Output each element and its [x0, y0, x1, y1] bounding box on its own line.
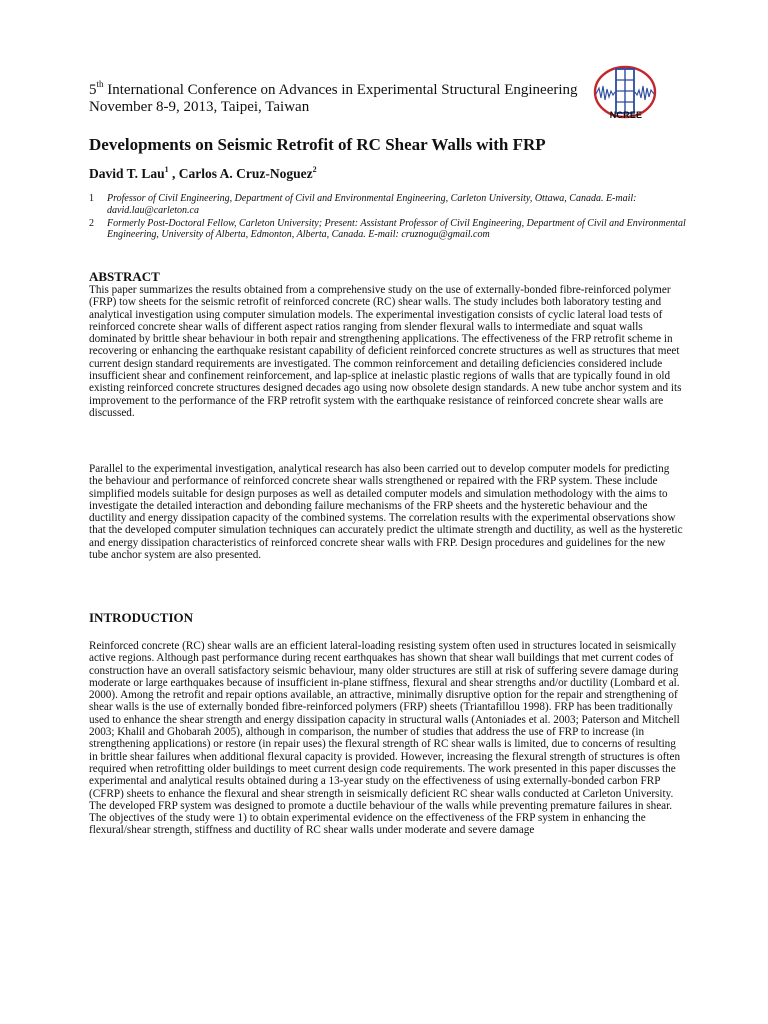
conference-date-location: November 8-9, 2013, Taipei, Taiwan	[89, 99, 310, 115]
conference-number: 5	[89, 82, 97, 98]
affiliation-item	[89, 193, 689, 217]
affiliation-text: Formerly Post-Doctoral Fellow, Carleton University; Present: Assistant Professor of Civil Engineering, Department of Civil and Environmental Engineering, University of Alberta, Edmonton, Alberta, Canada. E-mail: cruznogu@gmail.com	[107, 217, 686, 241]
conference-name: International Conference on Advances in Experimental Structural Engineering	[107, 82, 578, 98]
introduction-paragraph-1: Reinforced concrete (RC) shear walls are an efficient lateral-loading resisting system often used in structures located in seismically active regions. Although past performance during recent earthquakes has shown that shear wall buildings that met current codes of construction have an overall satisfactory seismic behaviour, many older structures are still at risk of suffering severe damage during moderate or large earthquakes because of insufficient in-plane stiffness, flexural and shear strengths and/or ductility (Lombard et al. 2000). Among the retrofit and repair options available, an attractive, minimally disruptive option for the repair and strengthening of shear walls is the use of externally bonded fibre-reinforced polymers (FRP) sheets (Triantafillou 1998). FRP has been traditionally used to enhance the shear strength and energy dissipation capacity in structural walls (Antoniades et al. 2003; Paterson and Mitchell 2003; Khalil and Ghobarah 2005), although in comparison, the number of studies that address the use of FRP to increase (in strengthening applications) or restore (in repair uses) the flexural strength of RC shear walls is limited, due to concerns of resulting in brittle shear failures when additional flexural capacity is provided. However, increasing the flexural strength of structures is often required when retrofitting older buildings to meet current design code requirements. The work presented in this paper discusses the experimental and analytical results obtained during a 13-year study on the effectiveness of using externally-bonded carbon FRP (CFRP) sheets to enhance the flexural and shear strength in seismically deficient RC shear walls conducted at Carleton University. The developed FRP system was designed to promote a ductile behaviour of the walls while preventing premature failures in shear. The objectives of the study were 1) to obtain experimental evidence on the effectiveness of the FRP system in enhancing the flexural/shear strength, stiffness and ductility of RC shear walls under moderate and severe damage	[89, 640, 681, 837]
author-1: David T. Lau	[89, 166, 165, 181]
affiliation-number: 1	[89, 193, 94, 204]
author-separator: ,	[168, 166, 179, 181]
abstract-paragraph-1: This paper summarizes the results obtained from a comprehensive study on the use of externally-bonded fibre-reinforced polymer (FRP) tow sheets for the seismic retrofit of reinforced concrete (RC) shear walls. The study includes both laboratory testing and analytical investigation using computer simulation models. The experimental investigation consists of cyclic lateral load tests of reinforced concrete shear walls of different aspect ratios ranging from slender flexural walls to intermediate and squat walls dominated by brittle shear behaviour in both repair and strengthening applications. The effectiveness of the FRP retrofit scheme in recovering or enhancing the earthquake resistant capability of deficient reinforced concrete structures as well as structures that meet current design standard requirements are investigated. The common reinforcement and detailing deficiencies considered include insufficient shear and confinement reinforcement, and lap-splice at inelastic plastic regions of walls that are typically found in old existing reinforced concrete structures designed decades ago using now obsolete design standards. A new tube anchor system and its improvement to the performance of the FRP retrofit system with the earthquake resistance of reinforced concrete shear walls are discussed.	[89, 284, 682, 419]
conference-ordinal: th	[96, 79, 104, 89]
abstract-paragraph-2: Parallel to the experimental investigation, analytical research has also been carried out to develop computer models for predicting the behaviour and performance of reinforced concrete shear walls strengthened or repaired with the FRP system. These include simplified models suitable for design purposes as well as detailed computer models and simulation methodology with the aims to investigate the detailed interaction and debonding failure mechanisms of the FRP sheets and the hysteretic behaviour and the ductility and energy dissipation capacity of the combined systems. The correlation results with the experimental observations show that the developed computer simulation techniques can accurately predict the ultimate strength and ductility, as well as the hysteretic and energy dissipation characteristics of reinforced concrete shear walls with FRP. Design procedures and guidelines for the new tube anchor system are also presented.	[89, 463, 683, 562]
conference-line-1	[89, 79, 589, 99]
affiliations	[89, 193, 689, 242]
abstract-heading: ABSTRACT	[89, 269, 160, 284]
affiliation-text: Professor of Civil Engineering, Department of Civil and Environmental Engineering, Carleton University, Ottawa, Canada. E-mail: david.lau@carleton.ca	[107, 193, 637, 216]
author-2: Carlos A. Cruz-Noguez	[178, 166, 313, 181]
author-2-affil-mark: 2	[312, 165, 317, 174]
author-1-affil-mark: 1	[164, 165, 169, 174]
affiliation-number: 2	[89, 217, 94, 229]
author-line	[89, 166, 317, 182]
conference-header	[89, 79, 589, 116]
ncree-logo-text: NCREE	[609, 110, 643, 120]
introduction-heading: INTRODUCTION	[89, 610, 194, 625]
affiliation-item	[89, 218, 689, 242]
paper-title: Developments on Seismic Retrofit of RC Shear Walls with FRP	[89, 135, 546, 154]
